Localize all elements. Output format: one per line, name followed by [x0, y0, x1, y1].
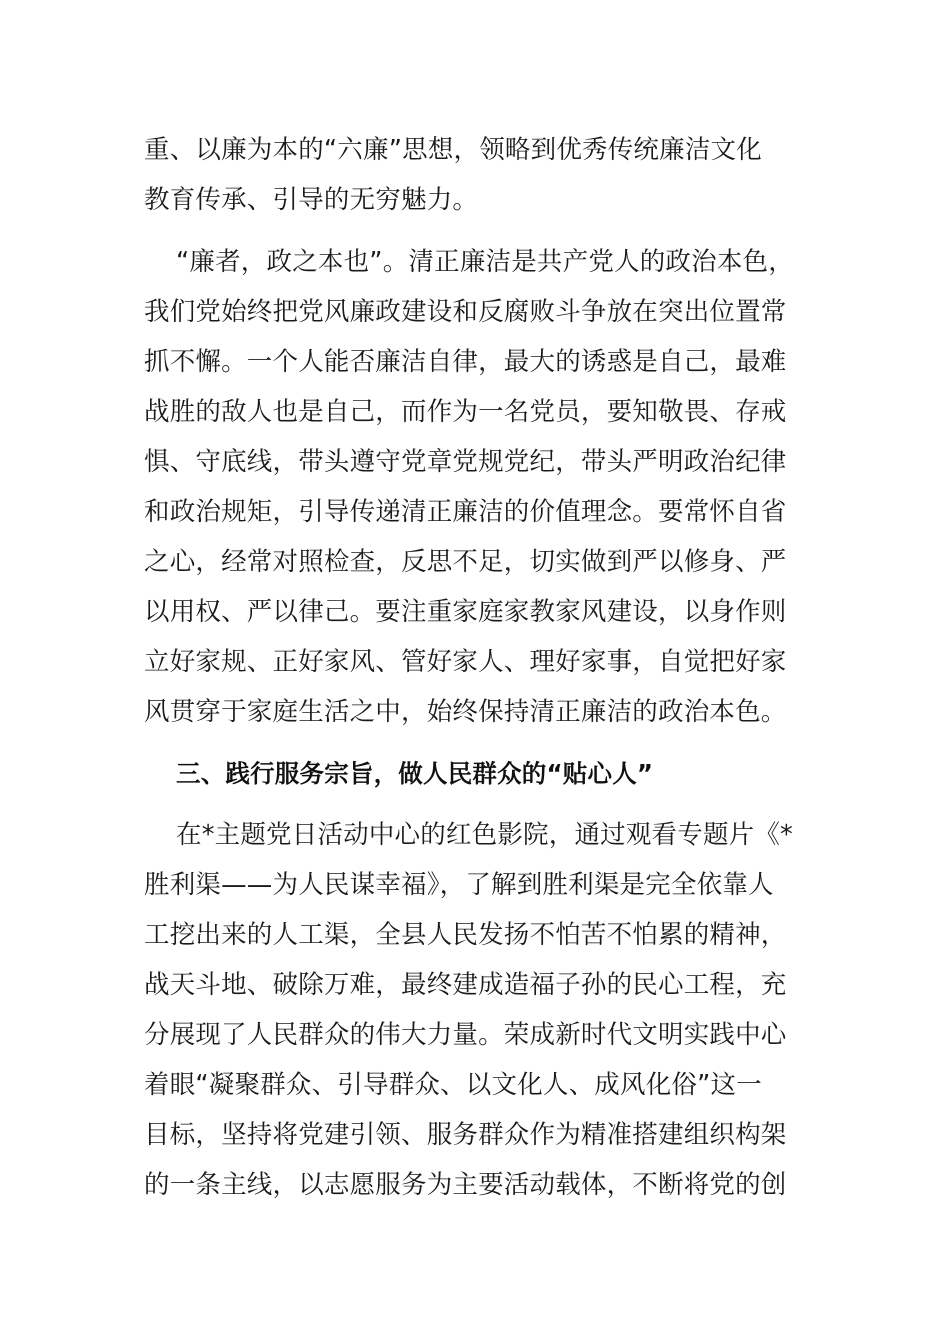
paragraph-start-line: 在*主题党日活动中心的红色影院，通过观看专题片《* — [176, 820, 794, 850]
text-line: 抓不懈。一个人能否廉洁自律，最大的诱惑是自己，最难 — [144, 347, 787, 377]
text-line: 惧、守底线，带头遵守党章党规党纪，带头严明政治纪律 — [144, 447, 787, 477]
text-line: 教育传承、引导的无穷魅力。 — [144, 185, 479, 215]
text-line: 风贯穿于家庭生活之中，始终保持清正廉洁的政治本色。 — [144, 697, 787, 727]
text-line: 工挖出来的人工渠，全县人民发扬不怕苦不怕累的精神， — [144, 920, 787, 950]
text-line: 战天斗地、破除万难，最终建成造福子孙的民心工程，充 — [144, 970, 787, 1000]
text-line: 目标，坚持将党建引领、服务群众作为精准搭建组织构架 — [144, 1120, 787, 1150]
text-line: 以用权、严以律己。要注重家庭家教家风建设，以身作则 — [144, 597, 787, 627]
text-line: 胜利渠——为人民谋幸福》，了解到胜利渠是完全依靠人 — [144, 870, 774, 900]
text-line: 重、以廉为本的“六廉”思想，领略到优秀传统廉洁文化 — [144, 135, 762, 165]
text-line: 分展现了人民群众的伟大力量。荣成新时代文明实践中心 — [144, 1020, 787, 1050]
text-line: 立好家规、正好家风、管好家人、理好家事，自觉把好家 — [144, 647, 787, 677]
section-heading: 三、践行服务宗旨，做人民群众的“贴心人” — [176, 759, 654, 788]
text-line: 着眼“凝聚群众、引导群众、以文化人、成风化俗”这一 — [144, 1070, 762, 1100]
text-line: 的一条主线，以志愿服务为主要活动载体，不断将党的创 — [144, 1170, 787, 1200]
text-line: 我们党始终把党风廉政建设和反腐败斗争放在突出位置常 — [144, 297, 787, 327]
text-line: 和政治规矩，引导传递清正廉洁的价值理念。要常怀自省 — [144, 497, 787, 527]
text-line: 战胜的敌人也是自己，而作为一名党员，要知敬畏、存戒 — [144, 397, 787, 427]
paragraph-start-line: “廉者，政之本也”。清正廉洁是共产党人的政治本色， — [176, 247, 794, 277]
text-line: 之心，经常对照检查，反思不足，切实做到严以修身、严 — [144, 547, 787, 577]
